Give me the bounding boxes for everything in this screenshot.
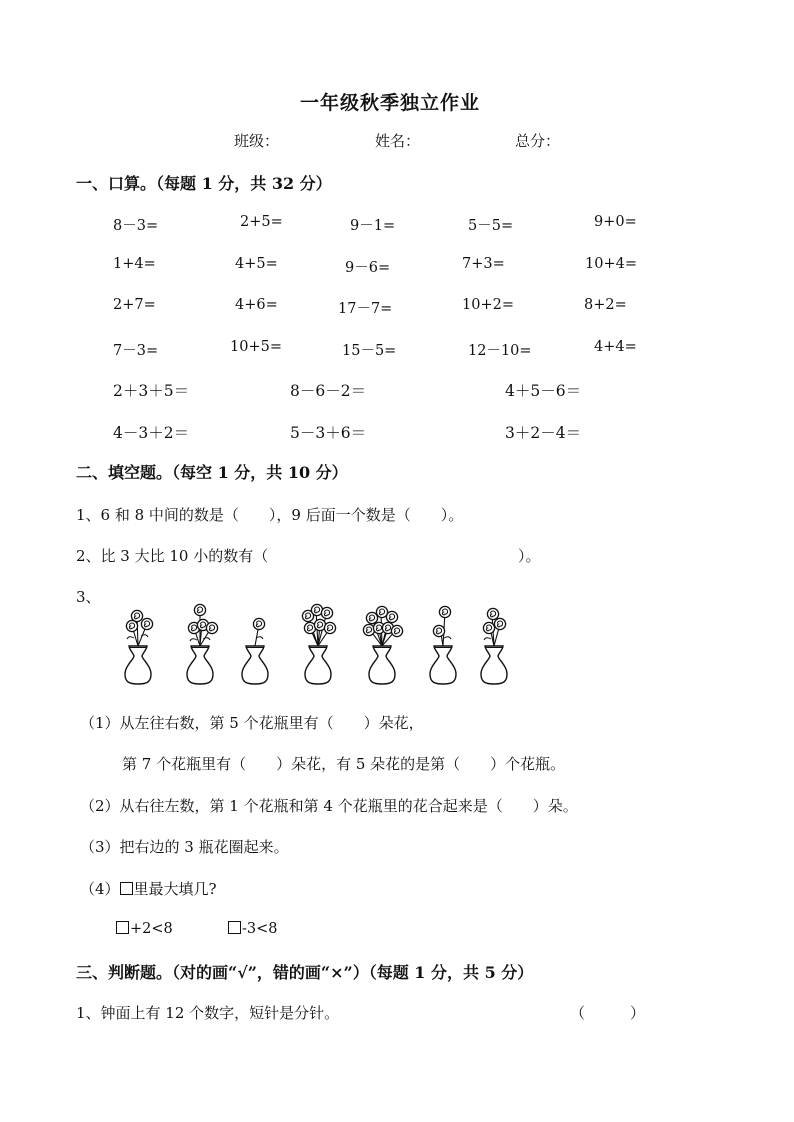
equation: 9－1= <box>350 218 396 234</box>
vase-4 <box>302 604 335 684</box>
section-3-heading: 三、判断题。（对的画“√”，错的画“×”）（每题 1 分，共 5 分） <box>76 963 534 982</box>
equation: 4+5= <box>235 256 278 272</box>
equation: 10+2= <box>462 297 514 313</box>
equation: 4－3＋2＝ <box>113 424 190 442</box>
question-3-label: 3、 <box>76 588 101 606</box>
inequality-1-text: +2<8 <box>130 921 173 937</box>
blank-box-icon <box>116 921 129 934</box>
equation: 17－7= <box>338 301 393 317</box>
equation: 4＋5－6＝ <box>505 382 582 400</box>
equation: 9－6= <box>345 260 391 276</box>
inequality-2 <box>228 921 278 937</box>
sub-question-2: （2）从右往左数，第 1 个花瓶和第 4 个花瓶里的花合起来是（ ）朵。 <box>80 797 578 815</box>
equation: 2+7= <box>113 297 156 313</box>
equation: 4+4= <box>594 339 637 355</box>
vase-1 <box>125 610 153 684</box>
equation: 8+2= <box>584 297 627 313</box>
equation: 10+5= <box>230 339 282 355</box>
section-1-heading: 一、口算。（每题 1 分，共 32 分） <box>76 174 332 193</box>
equation: 8－3= <box>113 218 159 234</box>
equation: 7－3= <box>113 343 159 359</box>
inequality-2-text: -3<8 <box>242 921 278 937</box>
fill-question-2-end: ）。 <box>518 547 541 565</box>
section-2-heading: 二、填空题。（每空 1 分，共 10 分） <box>76 463 348 482</box>
equation: 3＋2－4＝ <box>505 424 582 442</box>
equation: 2+5= <box>240 214 283 230</box>
fill-question-2: 2、比 3 大比 10 小的数有（ <box>76 547 269 565</box>
judge-answer-blank: （ ） <box>570 1004 646 1022</box>
blank-box-icon <box>120 882 133 895</box>
sub-question-3: （3）把右边的 3 瓶花圈起来。 <box>80 838 289 856</box>
equation: 12－10= <box>468 343 532 359</box>
vase-2 <box>187 604 218 684</box>
equation: 1+4= <box>113 256 156 272</box>
equation: 9+0= <box>594 214 637 230</box>
vase-5 <box>363 606 402 684</box>
fill-question-1: 1、6 和 8 中间的数是（ ），9 后面一个数是（ ）。 <box>76 506 464 524</box>
equation: 8－6－2＝ <box>290 382 367 400</box>
equation: 10+4= <box>585 256 637 272</box>
judge-question-1: 1、钟面上有 12 个数字，短针是分针。 <box>76 1004 340 1022</box>
sub-question-4 <box>80 878 217 899</box>
equation: 4+6= <box>235 297 278 313</box>
sub-question-4-text: 里最大填几? <box>133 880 217 898</box>
vase-7 <box>481 608 507 684</box>
sub-question-1a: （1）从左往右数，第 5 个花瓶里有（ ）朵花， <box>80 714 424 732</box>
page-title: 一年级秋季独立作业 <box>300 92 481 114</box>
sub-question-1b: 第 7 个花瓶里有（ ）朵花，有 5 朵花的是第（ ）个花瓶。 <box>122 755 566 773</box>
inequality-1 <box>116 921 173 937</box>
vase-6 <box>430 606 456 684</box>
equation: 5－3＋6＝ <box>290 424 367 442</box>
equation: 7+3= <box>462 256 505 272</box>
sub-question-4-label: （4） <box>80 880 120 898</box>
score-label: 总分： <box>515 132 561 150</box>
equation: 5－5= <box>468 218 514 234</box>
flower-vases-illustration <box>110 598 530 690</box>
equation: 15－5= <box>342 343 397 359</box>
name-label: 姓名： <box>375 132 421 150</box>
class-label: 班级： <box>234 132 280 150</box>
vase-3 <box>242 618 268 684</box>
equation: 2＋3＋5＝ <box>113 382 190 400</box>
blank-box-icon <box>228 921 241 934</box>
